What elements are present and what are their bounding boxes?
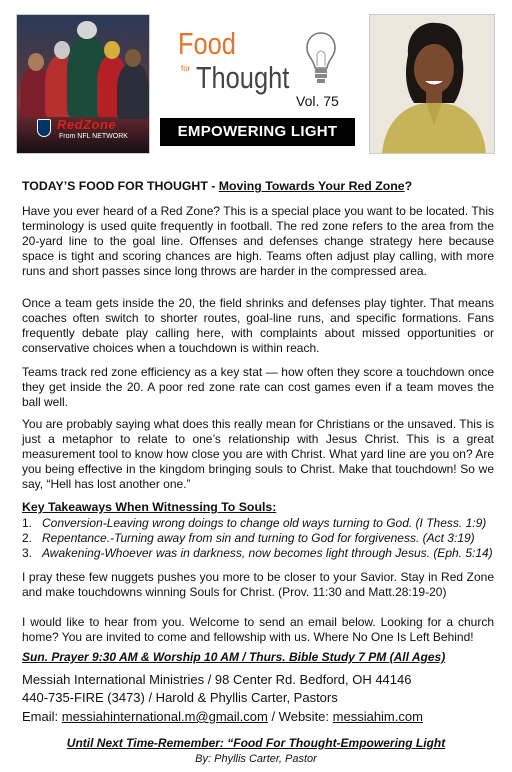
title-suffix: ?: [404, 179, 413, 193]
newsletter-header: [0, 0, 512, 170]
takeaway-number: 2.: [22, 531, 33, 545]
paragraph-1: Have you ever heard of a Red Zone? This is a special place you want to be located. This terminology is used quite frequently in football. The red zone refers to the area from the 20-yard line to the goal line. Offenses and defenses change strategy here because space is tight and scoring chances are high. Teams often adjust play calling, with more runs and short passes since long throws are harder in the compressed area.: [22, 204, 494, 278]
service-times: Sun. Prayer 9:30 AM & Worship 10 AM / Thurs. Bible Study 7 PM (All Ages): [22, 650, 446, 664]
until-next-time: Until Next Time-Remember: “Food For Thought-Empowering Light: [66, 736, 446, 750]
takeaway-number: 1.: [22, 516, 33, 530]
article-title: [22, 179, 412, 193]
takeaway-text: Conversion-Leaving wrong doings to change old ways turning to God. (I Thess. 1:9): [42, 516, 487, 530]
empowering-light-banner: EMPOWERING LIGHT: [160, 118, 355, 146]
paragraph-2: Once a team gets inside the 20, the field shrinks and defenses play tighter. That means coaches often switch to shorter routes, goal-line runs, and specific formations. Fans frequently debate play calling here, with complaints about missed opportunities or conservative choices when a touchdown is within reach.: [22, 296, 494, 355]
takeaway-number: 3.: [22, 546, 33, 560]
paragraph-3: Teams track red zone efficiency as a key stat — how often they score a touchdown once they get inside the 20. A poor red zone rate can cost games even if a team moves the ball well.: [22, 365, 494, 409]
church-phone: 440-735-FIRE (3473) / Harold & Phyllis Carter, Pastors: [22, 690, 338, 705]
takeaway-item: [22, 531, 502, 546]
redzone-logo-subtext: From NFL NETWORK: [59, 133, 128, 140]
logo-for: for: [181, 64, 191, 73]
byline: By: Phyllis Carter, Pastor: [195, 753, 317, 765]
church-address: Messiah International Ministries / 98 Center Rd. Bedford, OH 44146: [22, 672, 412, 687]
lightbulb-icon: [304, 30, 338, 90]
website-label: / Website:: [267, 709, 333, 724]
nfl-redzone-image: [16, 14, 150, 154]
title-prefix: TODAY’S FOOD FOR THOUGHT -: [22, 179, 219, 193]
website-link[interactable]: messiahim.com: [332, 709, 423, 724]
title-link: Moving Towards Your Red Zone: [218, 179, 405, 193]
redzone-logo-text: RedZone: [57, 117, 117, 132]
contact-line: [22, 709, 423, 725]
logo-food: Food: [178, 26, 236, 61]
invite-paragraph: I would like to hear from you. Welcome to send an email below. Looking for a church home? You are invited to come and fellowship with us. Where No One Is Left Behind!: [22, 615, 494, 644]
takeaway-text: Repentance.-Turning away from sin and turning to God for forgiveness. (Act 3:19): [42, 531, 475, 545]
paragraph-4: You are probably saying what does this really mean for Christians or the unsaved. This is just a metaphor to relate to one’s relationship with Jesus Christ. This is a great measurement tool to know how close you are with Christ. What yard line are you on? Are you being effective in the kingdom bringing souls to Christ. Make that touchdown! So we say, “Hell has lost another one.”: [22, 417, 494, 491]
email-label: Email:: [22, 709, 62, 724]
takeaway-item: [22, 546, 502, 561]
pastor-photo: [369, 14, 495, 154]
logo-thought: Thought: [196, 60, 290, 95]
closing-paragraph: I pray these few nuggets pushes you more to be closer to your Savior. Stay in Red Zone and make touchdowns winning Souls for Christ. (Prov. 11:30 and Matt.28:19-20): [22, 570, 494, 599]
volume-number: Vol. 75: [296, 93, 339, 109]
takeaway-item: [22, 516, 502, 531]
email-link[interactable]: messiahinternational.m@gmail.com: [61, 709, 268, 724]
takeaways-heading: Key Takeaways When Witnessing To Souls:: [22, 500, 277, 514]
nfl-shield-icon: [37, 119, 51, 137]
pastor-portrait-image: [370, 15, 495, 154]
takeaway-text: Awakening-Whoever was in darkness, now becomes light through Jesus. (Eph. 5:14): [42, 546, 493, 560]
